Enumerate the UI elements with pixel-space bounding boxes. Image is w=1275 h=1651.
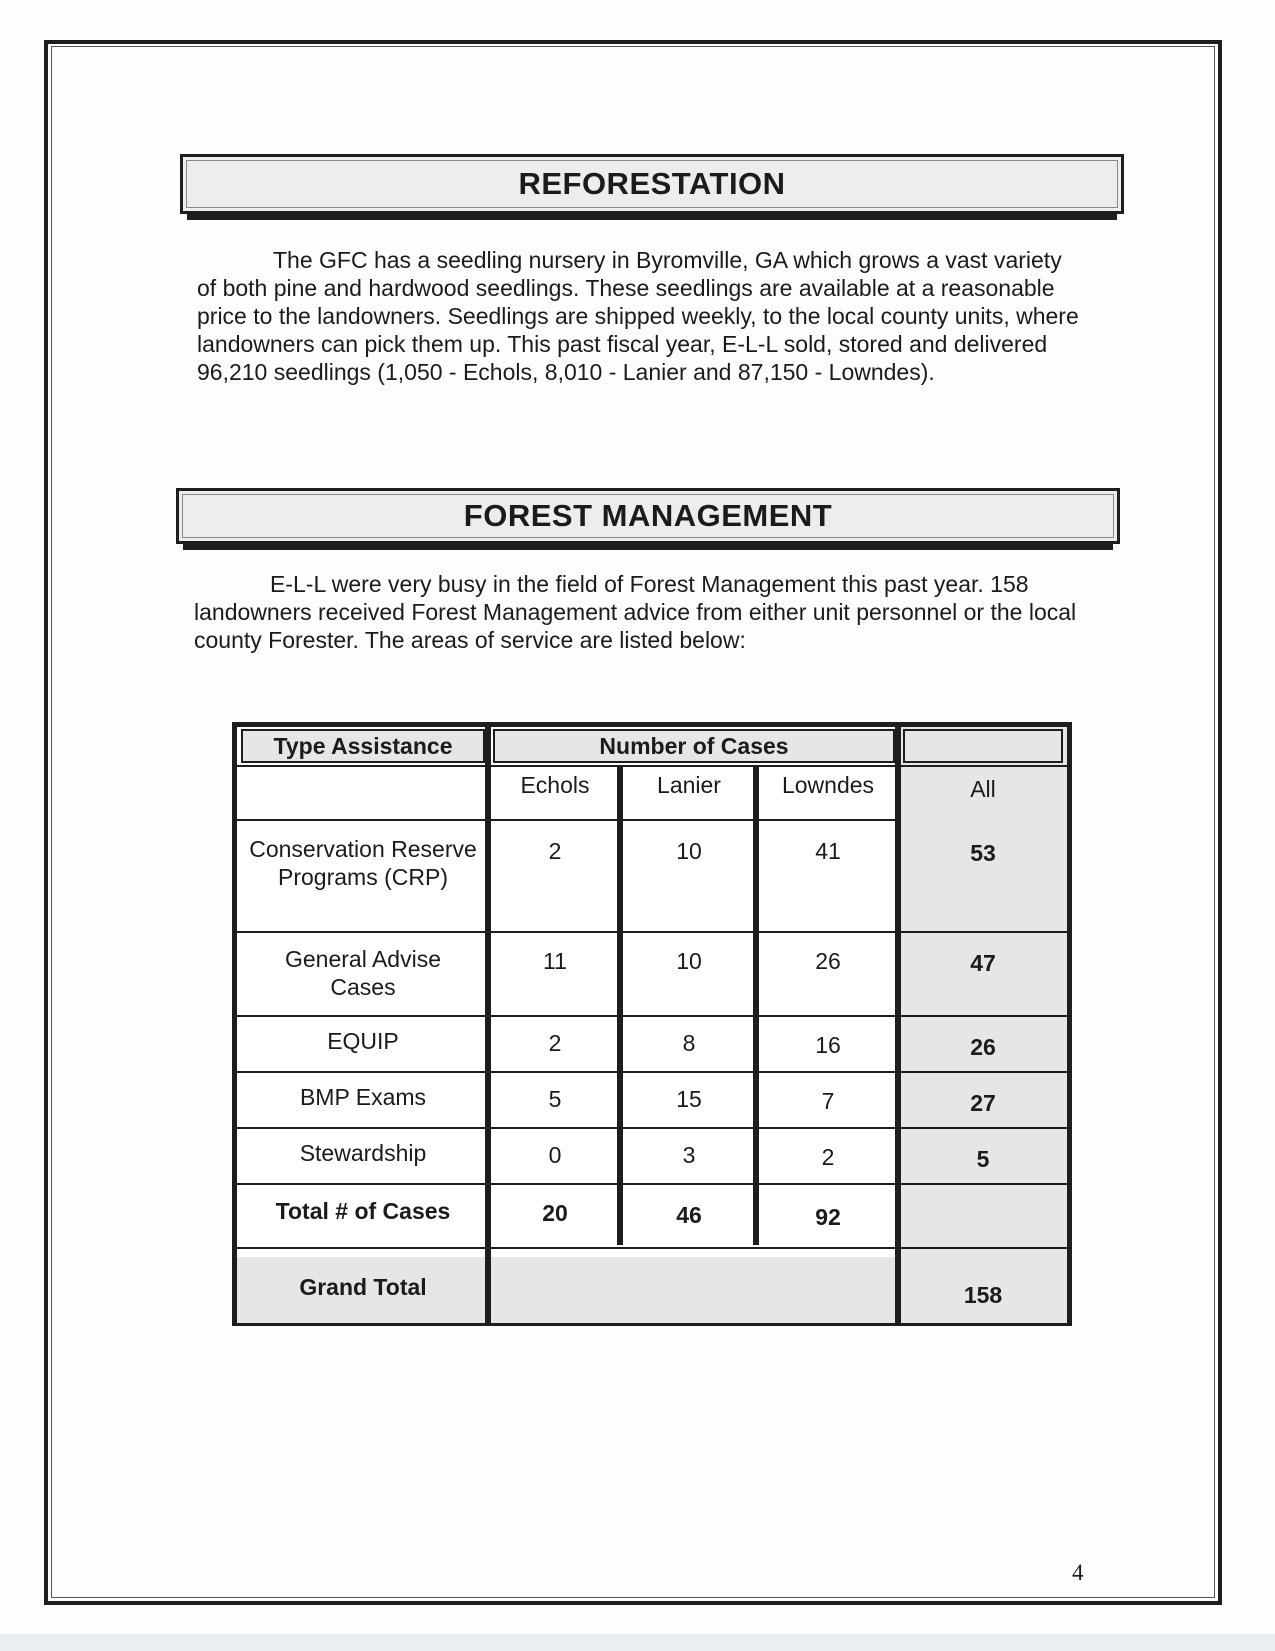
- row-label: Stewardship: [299, 1140, 427, 1166]
- header-type-assistance: Type Assistance: [241, 729, 485, 763]
- cell-lowndes: 7: [821, 1088, 835, 1114]
- grand-total-label: Grand Total: [299, 1274, 427, 1300]
- cell-lowndes: 16: [815, 1032, 841, 1058]
- row-label: General Advise Cases: [285, 946, 441, 1000]
- rule-6: [237, 1183, 1067, 1185]
- total-lowndes: 92: [815, 1204, 841, 1230]
- cell-lanier: 3: [682, 1142, 696, 1168]
- cell-echols: 5: [548, 1086, 562, 1112]
- scan-edge: [0, 1634, 1275, 1651]
- page-number: 4: [1072, 1560, 1084, 1585]
- cases-table: [232, 722, 1072, 1326]
- cell-echols: 2: [548, 838, 562, 864]
- header-all-blank: [903, 729, 1063, 763]
- divider-lanier: [753, 765, 759, 1245]
- rule-3: [237, 1015, 1067, 1017]
- forest-management-paragraph: [194, 570, 1084, 654]
- grand-total-value: 158: [963, 1282, 1003, 1308]
- all-column-shade: [897, 727, 1067, 1323]
- reforestation-paragraph: [197, 246, 1087, 386]
- header-number-of-cases: Number of Cases: [493, 729, 895, 763]
- col-lowndes: Lowndes: [781, 772, 875, 798]
- cell-lanier: 10: [676, 838, 702, 864]
- rule-2: [237, 931, 1067, 933]
- col-echols: Echols: [520, 772, 590, 798]
- col-all: All: [970, 776, 996, 802]
- cell-lanier: 15: [676, 1086, 702, 1112]
- row-label: EQUIP: [327, 1028, 399, 1054]
- cell-echols: 11: [543, 948, 567, 974]
- reforestation-heading: REFORESTATION: [180, 154, 1124, 214]
- reforestation-body: The GFC has a seedling nursery in Byromville, GA which grows a vast variety of both pine and hardwood seedlings. These seedlings are available at a reasonable price to the landowners. Seedlings are shipped weekly, to the local county units, where landowners can pick them up. This past fiscal year, E-L-L sold, stored and delivered 96,210 seedlings (1,050 - Echols, 8,010 - Lanier and 87,150 - Lowndes).: [197, 247, 1079, 385]
- divider-echols: [617, 765, 623, 1245]
- cell-lowndes: 2: [821, 1144, 835, 1170]
- total-lanier: 46: [676, 1202, 702, 1228]
- forest-management-body: E-L-L were very busy in the field of Forest Management this past year. 158 landowners received Forest Management advice from either unit personnel or the local county Forester. The areas of service are listed below:: [194, 571, 1077, 653]
- rule-5: [237, 1127, 1067, 1129]
- total-cases-label: Total # of Cases: [275, 1198, 451, 1224]
- rule-1: [237, 819, 897, 821]
- cell-all: 5: [976, 1146, 990, 1172]
- col-lanier: Lanier: [657, 772, 721, 798]
- divider-type: [485, 727, 491, 1323]
- cell-all: 27: [970, 1090, 996, 1116]
- cell-lowndes: 26: [815, 948, 841, 974]
- forest-management-heading: FOREST MANAGEMENT: [176, 488, 1120, 544]
- rule-4: [237, 1071, 1067, 1073]
- cell-all: 26: [970, 1034, 996, 1060]
- rule-7: [237, 1247, 1067, 1249]
- cell-echols: 0: [548, 1142, 562, 1168]
- cell-all: 53: [970, 840, 996, 866]
- row-label: Conservation Reserve Programs (CRP): [249, 836, 477, 890]
- cell-all: 47: [970, 950, 996, 976]
- cell-lanier: 8: [682, 1030, 696, 1056]
- cell-echols: 2: [548, 1030, 562, 1056]
- rule-header: [237, 765, 1067, 767]
- cell-lowndes: 41: [815, 838, 841, 864]
- divider-all: [895, 727, 901, 1323]
- cell-lanier: 10: [676, 948, 702, 974]
- row-label: BMP Exams: [299, 1084, 427, 1110]
- total-echols: 20: [542, 1200, 568, 1226]
